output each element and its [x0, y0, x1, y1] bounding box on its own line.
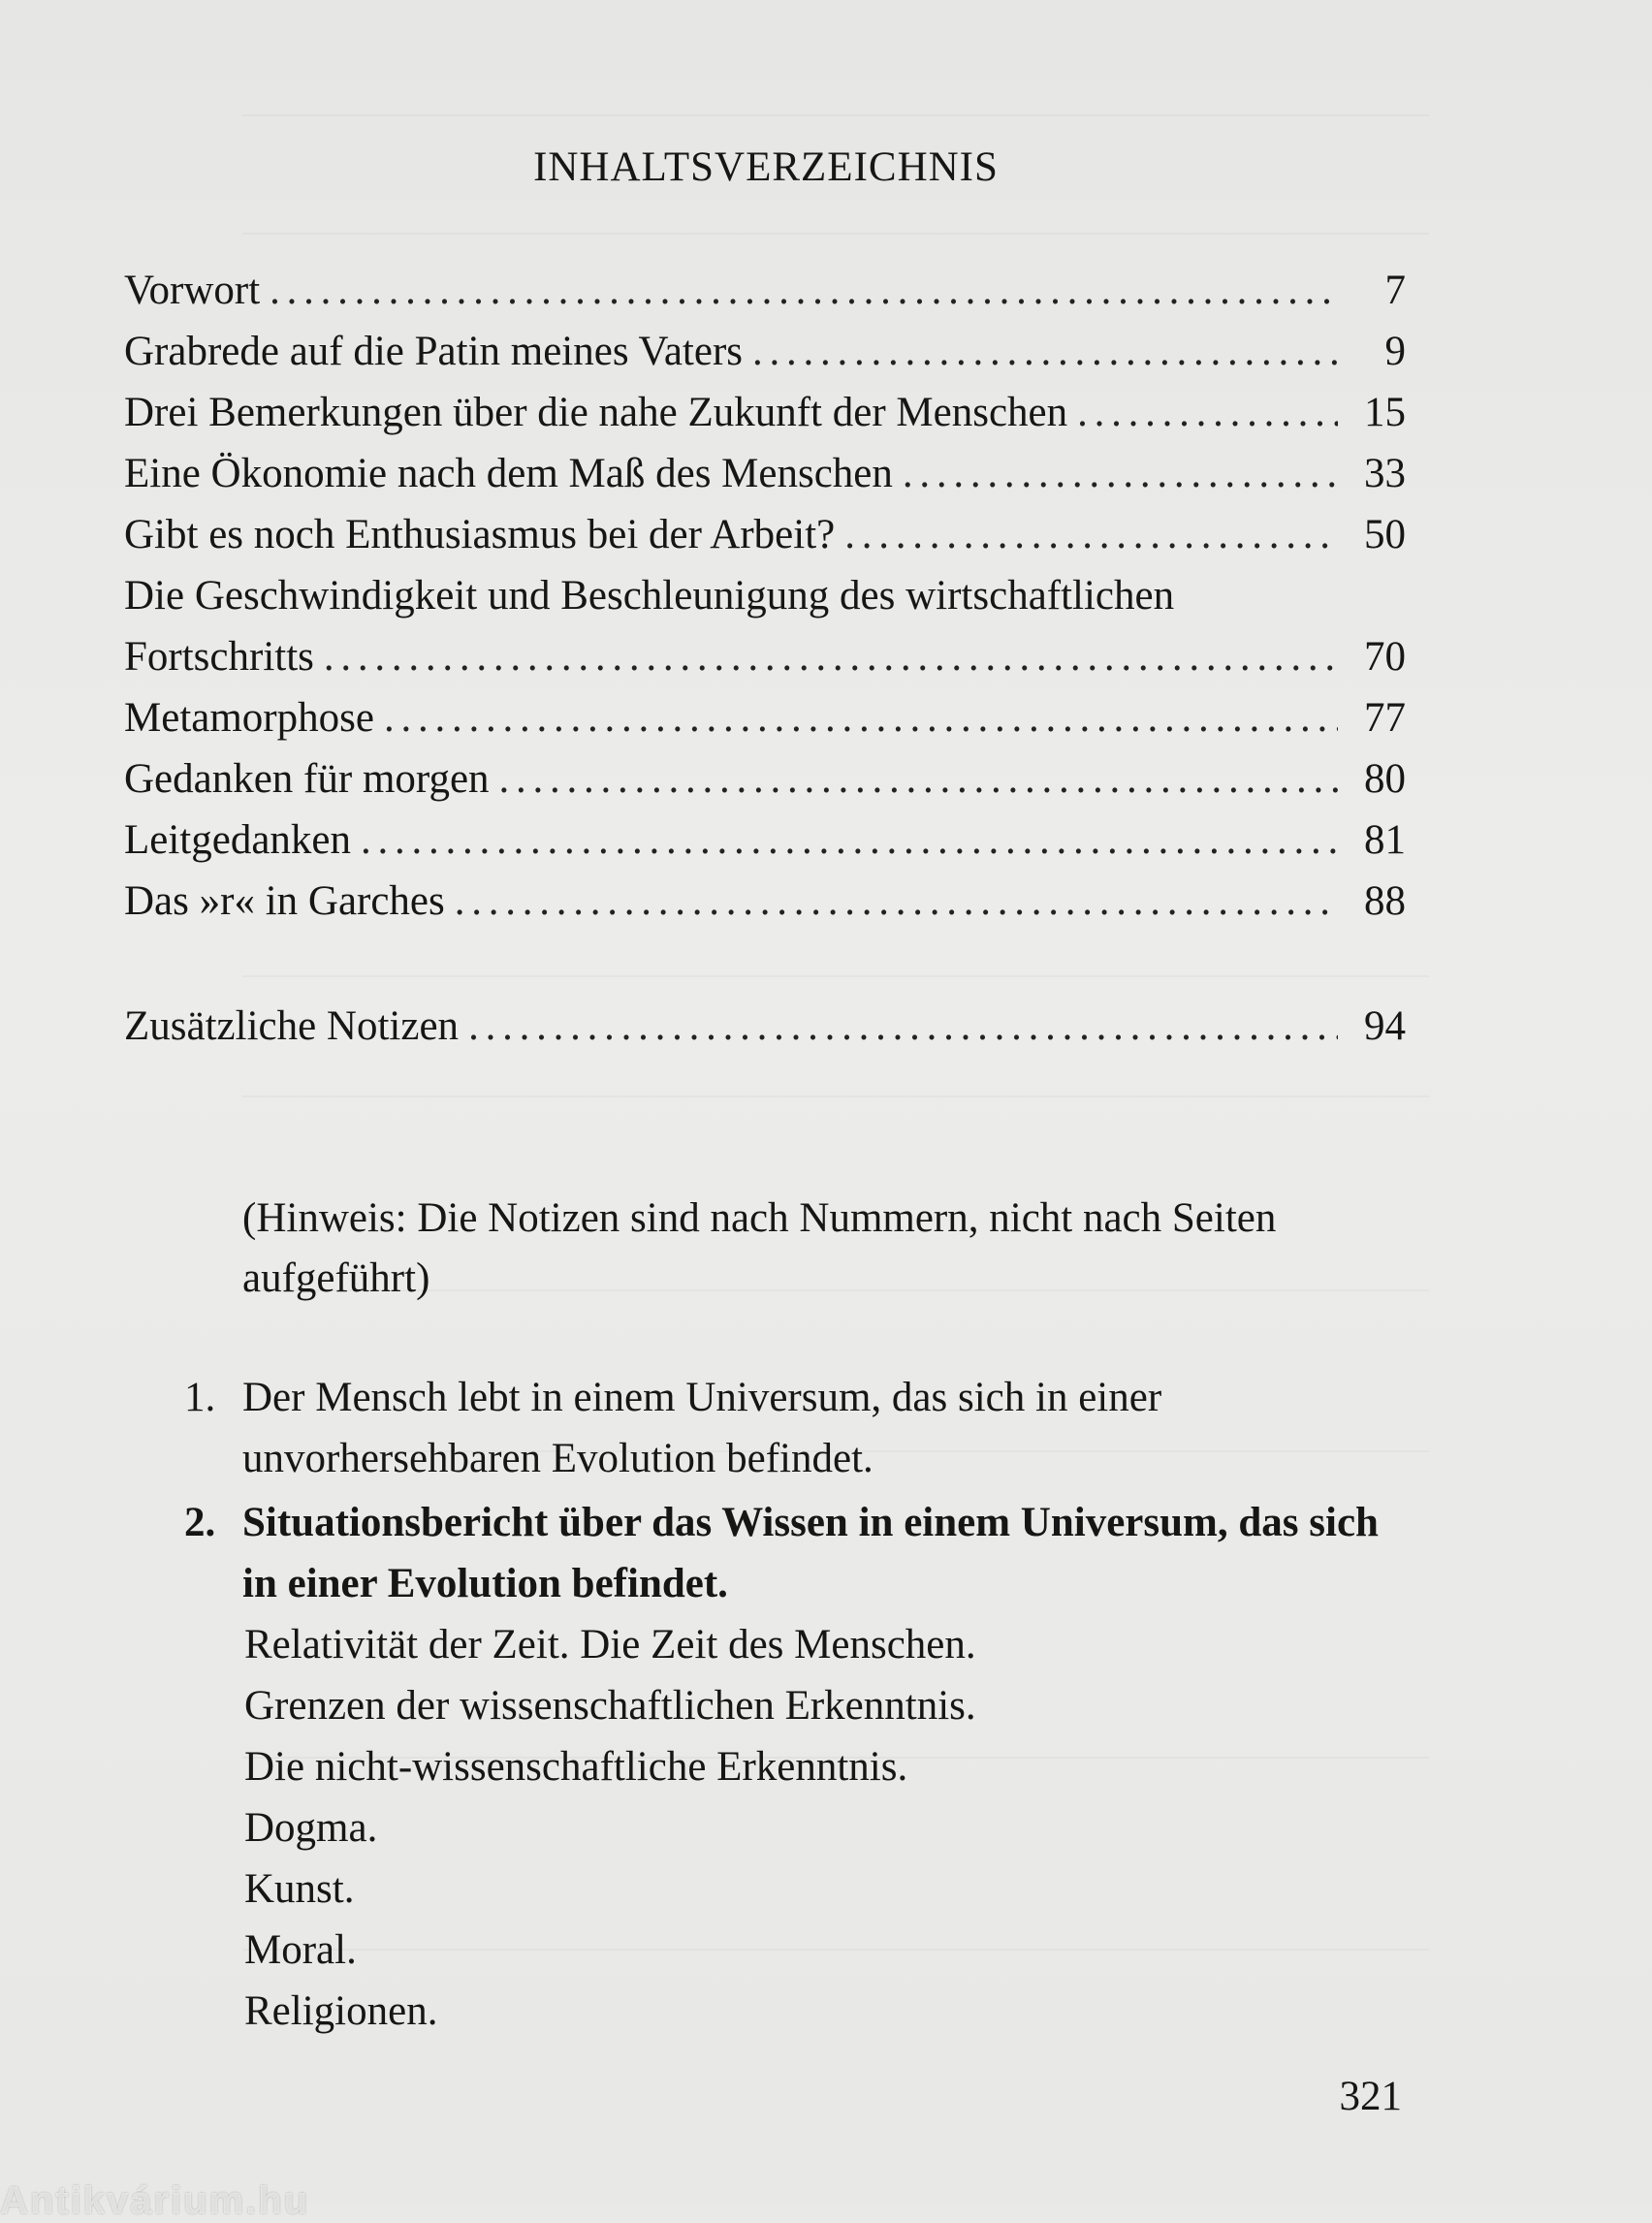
toc-leader-dots: [455, 871, 1338, 932]
toc-page-number: 15: [1364, 390, 1406, 435]
toc-leader-dots: [499, 748, 1338, 810]
note-subitem: Moral.: [244, 1927, 357, 1973]
note-text: Der Mensch lebt in einem Universum, das sich in einer unvorhersehbaren Evolution befindet.: [242, 1375, 1162, 1481]
toc-page-number: 7: [1384, 268, 1406, 313]
toc-page-number: 94: [1364, 1003, 1406, 1049]
toc-row: [124, 382, 1406, 443]
toc-row: [124, 260, 1406, 321]
toc-page-number: 50: [1364, 512, 1406, 557]
toc-row: [124, 810, 1406, 871]
watermark-text: Antikvárium.hu: [0, 2179, 310, 2222]
toc-page-number: 33: [1364, 451, 1406, 496]
toc-page-number: 81: [1364, 817, 1406, 863]
toc-entry-title: Fortschritts: [124, 634, 314, 680]
toc-entry-title: Eine Ökonomie nach dem Maß des Menschen: [124, 451, 893, 496]
toc-page-number: 80: [1364, 756, 1406, 802]
toc-leader-dots: [384, 687, 1338, 748]
toc-row: [124, 565, 1406, 626]
toc-leader-dots: [468, 996, 1338, 1057]
toc-entry-title: Zusätzliche Notizen: [124, 1003, 460, 1049]
toc-entry-title: Vorwort: [124, 268, 261, 313]
toc-entry-title: Gedanken für morgen: [124, 756, 490, 802]
note-number: 1.: [184, 1375, 216, 1420]
toc-leader-dots: [903, 443, 1338, 504]
toc-row: [124, 626, 1406, 687]
toc-row: [124, 321, 1406, 382]
toc-row: [124, 443, 1406, 504]
toc-row: [124, 504, 1406, 565]
note-item: [184, 1367, 1415, 1489]
toc-entry-title: Drei Bemerkungen über die nahe Zukunft der Menschen: [124, 390, 1068, 435]
notes-list: [184, 1367, 1415, 2042]
page-title: INHALTSVERZEICHNIS: [533, 144, 999, 190]
toc-entry-title: Gibt es noch Enthusiasmus bei der Arbeit?: [124, 512, 836, 557]
toc-row: [124, 748, 1406, 810]
toc-entry-title: Die Geschwindigkeit und Beschleunigung des wirtschaftlichen: [124, 573, 1175, 619]
note-subitem: Kunst.: [244, 1866, 355, 1912]
toc-entry-title: Das »r« in Garches: [124, 878, 445, 924]
toc-entry-title: Leitgedanken: [124, 817, 352, 863]
note-item: [184, 1492, 1415, 1614]
toc-row-extra-notes: [124, 996, 1406, 1057]
notes-hint: (Hinweis: Die Notizen sind nach Nummern, nicht nach Seiten aufgeführt): [242, 1195, 1277, 1301]
toc-leader-dots: [270, 260, 1338, 321]
toc-row: [124, 871, 1406, 932]
page-number: 321: [1339, 2074, 1402, 2119]
table-of-contents: [124, 260, 1406, 1057]
toc-row: [124, 687, 1406, 748]
toc-page-number: 70: [1364, 634, 1406, 680]
note-number: 2.: [184, 1500, 216, 1545]
toc-entry-title: Grabrede auf die Patin meines Vaters: [124, 329, 744, 374]
toc-leader-dots: [752, 321, 1338, 382]
toc-leader-dots: [324, 626, 1338, 687]
note-subitem: Die nicht-wissenschaftliche Erkenntnis.: [244, 1744, 908, 1790]
note-subitem: Religionen.: [244, 1988, 438, 2034]
toc-leader-dots: [361, 810, 1338, 871]
toc-page-number: 88: [1364, 878, 1406, 924]
toc-leader-dots: [1077, 382, 1338, 443]
note-subitem: Relativität der Zeit. Die Zeit des Menschen.: [244, 1622, 976, 1667]
toc-entry-title: Metamorphose: [124, 695, 374, 741]
note-text: Situationsbericht über das Wissen in einem Universum, das sich in einer Evolution befindet.: [242, 1500, 1379, 1606]
toc-page-number: 77: [1364, 695, 1406, 741]
toc-page-number: 9: [1384, 329, 1406, 374]
note-subitem: Dogma.: [244, 1805, 378, 1851]
note-subitem: Grenzen der wissenschaftlichen Erkenntnis.: [244, 1683, 976, 1729]
toc-leader-dots: [844, 504, 1338, 565]
